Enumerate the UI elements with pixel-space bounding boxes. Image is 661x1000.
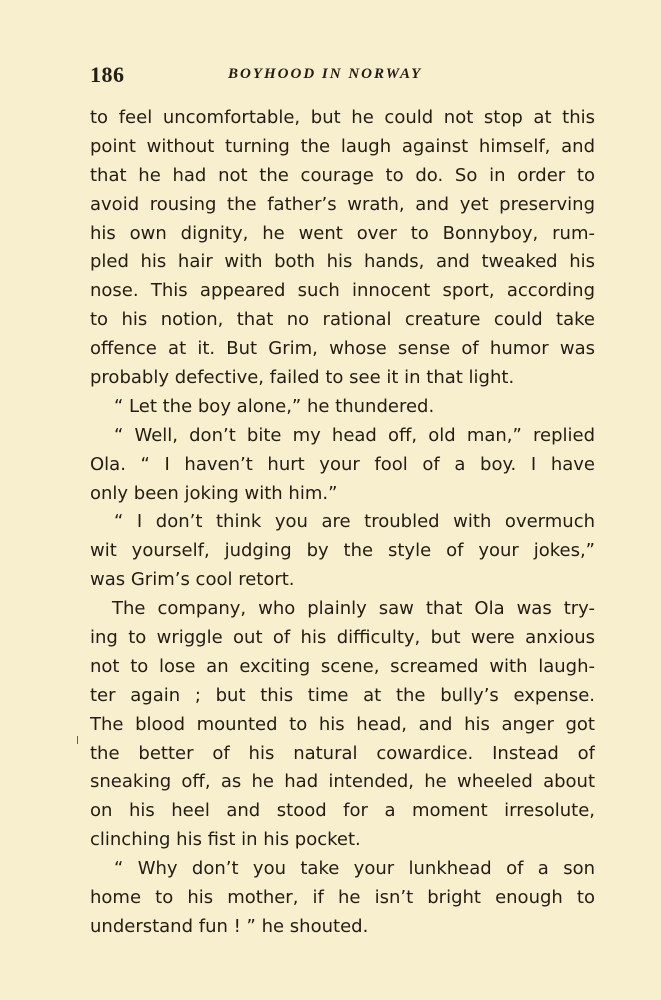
text-line: understand fun ! ” he shouted.	[90, 915, 369, 937]
text-line: ing to wriggle out of his difficulty, but were anxious	[90, 627, 595, 649]
page-number: 186	[90, 62, 125, 87]
text-line: nose. This appeared such innocent sport, according	[90, 280, 595, 302]
text-line: to feel uncomfortable, but he could not stop at this	[90, 107, 595, 128]
text-line: his own dignity, he went over to Bonnyboy, rum-	[90, 222, 595, 244]
text-line: sneaking off, as he had intended, he wheeled about	[90, 771, 595, 793]
text-line: ter again ; but this time at the bully’s expense.	[90, 684, 595, 706]
text-line: not to lose an exciting scene, screamed with laugh-	[90, 655, 595, 677]
text-line: The company, who plainly saw that Ola was try-	[112, 598, 595, 620]
text-line: “ Let the boy alone,” he thundered.	[114, 395, 435, 417]
body-text	[90, 104, 595, 942]
text-line: was Grim’s cool retort.	[90, 569, 295, 591]
running-title: BOYHOOD IN NORWAY	[228, 66, 423, 82]
text-line: offence at it. But Grim, whose sense of humor was	[90, 338, 595, 360]
text-line: pled his hair with both his hands, and tweaked his	[90, 251, 595, 273]
text-line: wit yourself, judging by the style of your jokes,”	[90, 540, 595, 562]
text-line: “ I don’t think you are troubled with overmuch	[114, 511, 595, 533]
running-head	[90, 60, 595, 90]
text-line: “ Well, don’t bite my head off, old man,” replied	[114, 424, 595, 446]
text-line: only been joking with him.”	[90, 482, 338, 504]
text-line: the better of his natural cowardice. Instead of	[90, 742, 595, 764]
text-line: clinching his fist in his pocket.	[90, 829, 361, 851]
text-line: that he had not the courage to do. So in order to	[90, 164, 595, 186]
text-line: home to his mother, if he isn’t bright enough to	[90, 887, 595, 909]
text-line: probably defective, failed to see it in that light.	[90, 367, 515, 389]
text-line: The blood mounted to his head, and his anger got	[90, 713, 595, 735]
text-line: avoid rousing the father’s wrath, and yet preserving	[90, 193, 595, 215]
text-line: on his heel and stood for a moment irresolute,	[90, 800, 595, 822]
text-line: point without turning the laugh against himself, and	[90, 135, 595, 157]
text-line: “ Why don’t you take your lunkhead of a son	[114, 858, 595, 880]
margin-mark	[77, 736, 78, 744]
text-line: Ola. “ I haven’t hurt your fool of a boy. I have	[90, 453, 595, 475]
text-line: to his notion, that no rational creature could take	[90, 309, 595, 331]
